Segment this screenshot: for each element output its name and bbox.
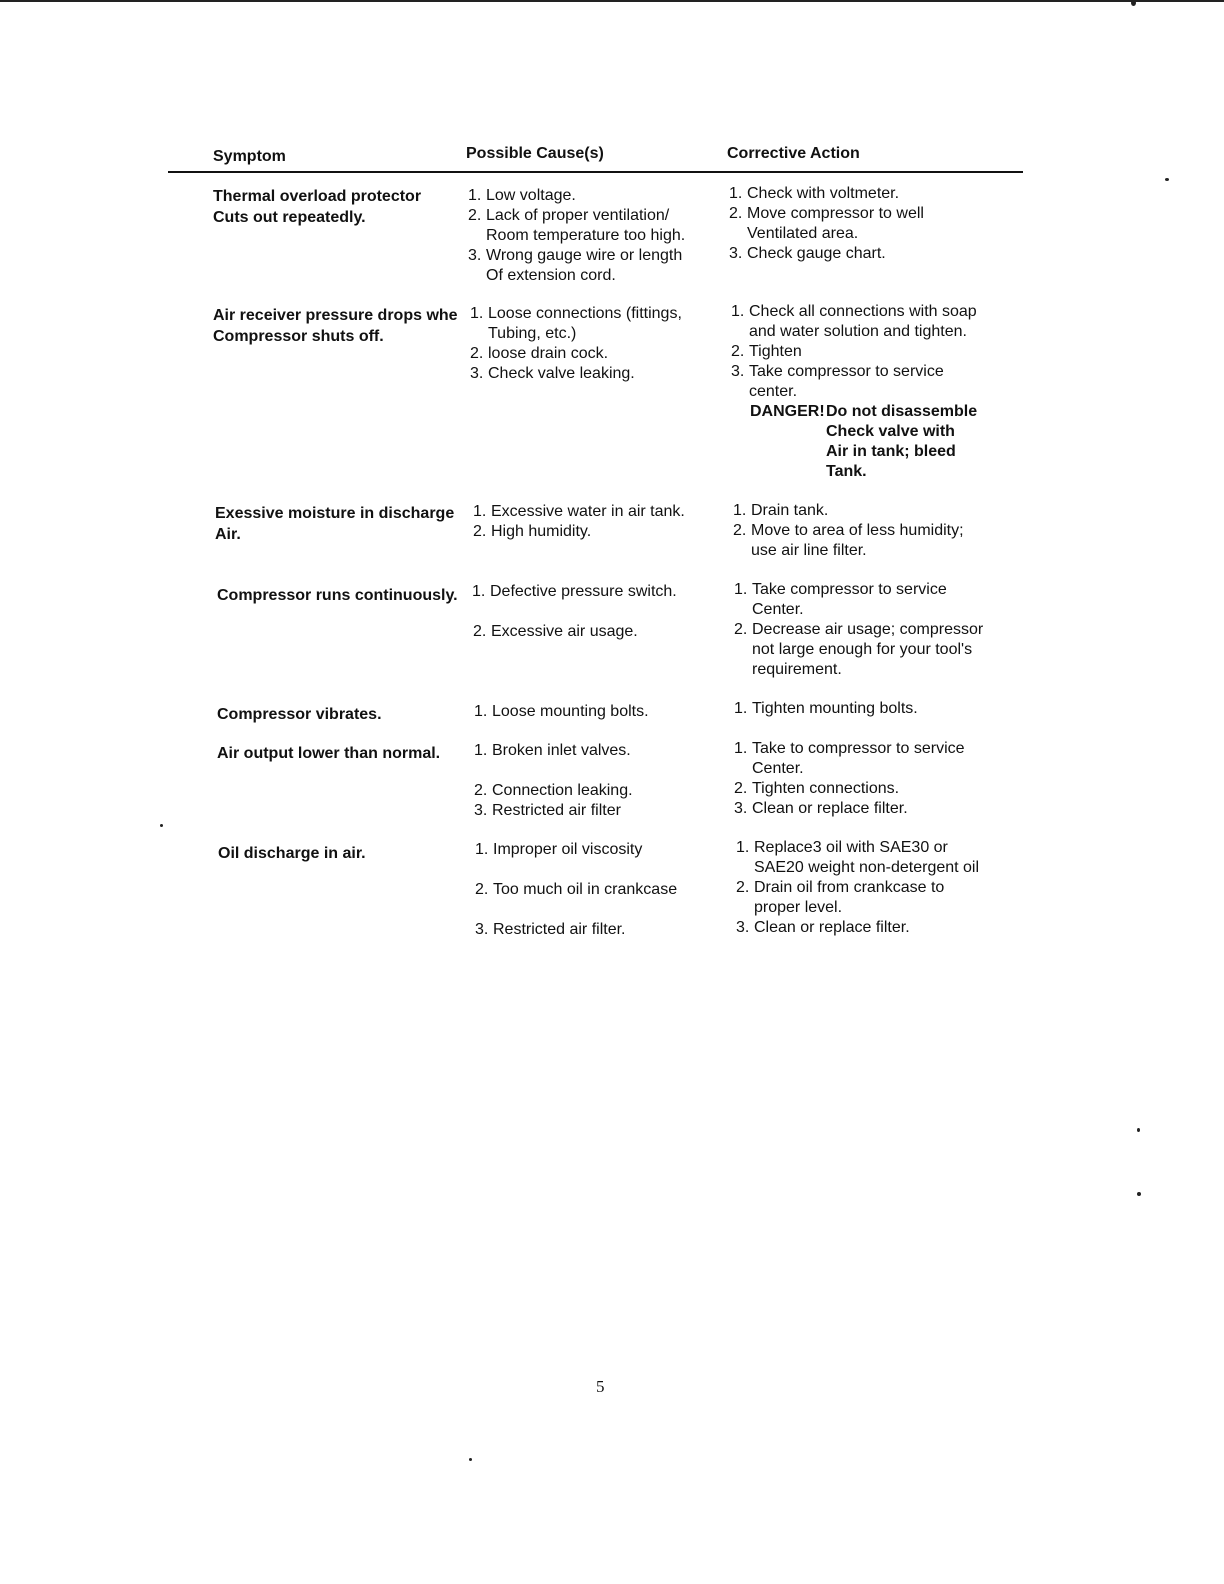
cause-item: 2. Connection leaking. [474, 782, 633, 799]
cause-item: 3. Wrong gauge wire or length Of extension cord. [468, 247, 683, 284]
action-item: 3. Take compressor to service center. [731, 363, 944, 400]
action-item: 2. Move compressor to well Ventilated area. [729, 205, 924, 242]
cause-item: 1. Low voltage. [468, 187, 576, 204]
danger-warning [750, 402, 977, 482]
cause-item: 3. Restricted air filter [474, 802, 621, 819]
action-item: 1. Replace3 oil with SAE30 or SAE20 weight non-detergent oil [736, 839, 980, 876]
action-item: 1. Drain tank. [733, 502, 829, 519]
cause-item: 3. Check valve leaking. [470, 365, 635, 382]
symptom-low-output: Air output lower than normal. [217, 745, 441, 762]
causes-row-4b [473, 622, 638, 642]
causes-row-1 [468, 186, 685, 286]
actions-row-7 [736, 838, 979, 938]
actions-row-2 [731, 302, 977, 402]
cause-item: 2. High humidity. [473, 523, 592, 540]
actions-row-1 [729, 184, 924, 264]
header-divider [168, 171, 1023, 173]
action-item: 1. Check with voltmeter. [729, 185, 900, 202]
header-corrective-action: Corrective Action [727, 145, 860, 162]
cause-item: 1. Loose mounting bolts. [474, 703, 649, 720]
cause-item: 1. Loose connections (fittings, Tubing, etc.) [470, 305, 682, 342]
action-item: 1. Take to compressor to service Center. [734, 740, 965, 777]
scan-speck [1137, 1128, 1140, 1132]
actions-row-4 [734, 580, 983, 680]
cause-item: 1. Broken inlet valves. [474, 742, 631, 759]
action-item: 3. Clean or replace filter. [736, 919, 910, 936]
action-item: 2. Move to area of less humidity; use air line filter. [733, 522, 964, 559]
page-number: 5 [596, 1377, 605, 1396]
action-item: 2. Drain oil from crankcase to proper level. [736, 879, 945, 916]
causes-row-5 [474, 702, 649, 722]
cause-item: 3. Restricted air filter. [475, 921, 626, 938]
causes-row-7c [475, 920, 625, 940]
symptom-thermal-overload: Thermal overload protector Cuts out repeatedly. [213, 188, 422, 226]
scan-speck [1137, 1192, 1141, 1196]
action-item: 1. Take compressor to service Center. [734, 581, 947, 618]
causes-row-7 [475, 840, 642, 860]
causes-row-4 [472, 582, 677, 602]
actions-row-6 [734, 739, 965, 819]
cause-item: 1. Excessive water in air tank. [473, 503, 685, 520]
danger-text: Do not disassemble Check valve with Air in tank; bleed Tank. [826, 403, 978, 480]
cause-item: 1. Defective pressure switch. [472, 583, 677, 600]
header-symptom: Symptom [213, 148, 286, 165]
action-item: 1. Tighten mounting bolts. [734, 700, 918, 717]
symptom-excessive-moisture: Exessive moisture in discharge Air. [215, 505, 455, 543]
actions-row-3 [733, 501, 964, 561]
symptom-pressure-drops: Air receiver pressure drops whe Compressor shuts off. [213, 307, 458, 345]
cause-item: 1. Improper oil viscosity [475, 841, 643, 858]
causes-row-6b [474, 781, 633, 821]
scan-speck [1131, 0, 1136, 6]
action-item: 1. Check all connections with soap and water solution and tighten. [731, 303, 977, 340]
scan-top-edge [0, 0, 1224, 2]
scan-speck [160, 824, 163, 827]
header-possible-causes: Possible Cause(s) [466, 145, 604, 162]
action-item: 2. Tighten [731, 343, 802, 360]
cause-item: 2. Excessive air usage. [473, 623, 638, 640]
cause-item: 2. loose drain cock. [470, 345, 609, 362]
causes-row-3 [473, 502, 685, 542]
action-item: 2. Decrease air usage; compressor not large enough for your tool's requirement. [734, 621, 984, 678]
symptom-vibrates: Compressor vibrates. [217, 706, 382, 723]
cause-item: 2. Too much oil in crankcase [475, 881, 678, 898]
causes-row-6 [474, 741, 631, 761]
actions-row-5 [734, 699, 918, 719]
symptom-runs-continuously: Compressor runs continuously. [217, 587, 458, 604]
scan-speck [1165, 178, 1169, 181]
causes-row-7b [475, 880, 677, 900]
symptom-oil-discharge: Oil discharge in air. [218, 845, 366, 862]
action-item: 3. Check gauge chart. [729, 245, 886, 262]
cause-item: 2. Lack of proper ventilation/ Room temperature too high. [468, 207, 686, 244]
causes-row-2 [470, 304, 682, 384]
danger-label: DANGER! [750, 403, 825, 420]
scan-speck [469, 1458, 472, 1461]
action-item: 2. Tighten connections. [734, 780, 900, 797]
action-item: 3. Clean or replace filter. [734, 800, 908, 817]
